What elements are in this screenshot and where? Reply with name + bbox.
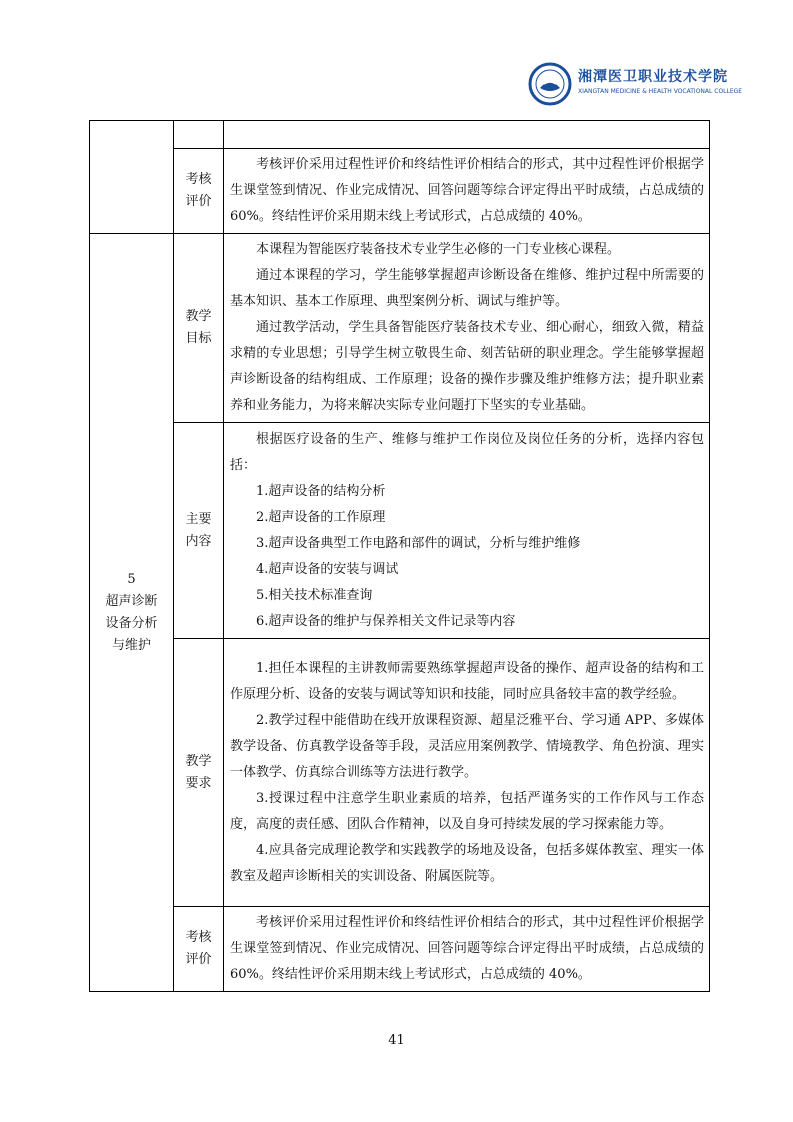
school-name-cn: 湘潭医卫职业技术学院	[578, 69, 728, 85]
course-number: 5	[127, 571, 136, 587]
list-item: 1.超声设备的结构分析	[256, 483, 386, 499]
prev-course-cell	[90, 121, 174, 234]
eval-label: 考核评价	[174, 907, 224, 992]
school-name-en: XIANGTAN MEDICINE & HEALTH VOCATIONAL COLLEGE	[578, 88, 743, 95]
page-number: 41	[388, 1033, 405, 1048]
list-item: 5.相关技术标准查询	[256, 587, 373, 603]
school-emblem-icon	[528, 62, 572, 106]
content-text: 根据医疗设备的生产、维修与维护工作岗位及岗位任务的分析，选择内容包括： 1.超声设备的结构分析 2.超声设备的工作原理 3.超声设备典型工作电路和部件的调试，分析与维护维修 4.超声设备的安装与调试 5.相关技术标准查询 6.超声设备的维护与保养相关文件记录等内容	[224, 423, 710, 639]
req-text: 1.担任本课程的主讲教师需要熟练掌握超声设备的操作、超声设备的结构和工作原理分析、设备的安装与调试等知识和技能，同时应具备较丰富的教学经验。 2.教学过程中能借助在线开放课程资源、超星泛雅平台、学习通 APP、多媒体教学设备、仿真教学设备等手段，灵活应用案例教学、情境教学、角色扮演、理实一体教学、仿真综合训练等方法进行教学。 3.授课过程中注意学生职业素质的培养，包括严谨务实的工作作风与工作态度，高度的责任感、团队合作精神，以及自身可持续发展的学习探索能力等。 4.应具备完成理论教学和实践教学的场地及设备，包括多媒体教室、理实一体教室及超声诊断相关的实训设备、附属医院等。	[224, 639, 710, 907]
course-table	[89, 120, 710, 992]
list-item: 4.超声设备的安装与调试	[256, 561, 399, 577]
goal-text: 本课程为智能医疗装备技术专业学生必修的一门专业核心课程。 通过本课程的学习，学生能够掌握超声诊断设备在维修、维护过程中所需要的基本知识、基本工作原理、典型案例分析、调试与维护等。 通过教学活动，学生具备智能医疗装备技术专业、细心耐心，细致入微，精益求精的专业思想；引导学生树立敬畏生命、刻苦钻研的职业理念。学生能够掌握超声诊断设备的结构组成、工作原理；设备的操作步骤及维护维修方法；提升职业素养和业务能力，为将来解决实际专业问题打下坚实的专业基础。	[224, 234, 710, 423]
eval-label-top: 考核评价	[174, 149, 224, 234]
empty-label-cell	[174, 121, 224, 149]
eval-text: 考核评价采用过程性评价和终结性评价相结合的形式，其中过程性评价根据学生课堂签到情况、作业完成情况、回答问题等综合评定得出平时成绩，占总成绩的 60%。终结性评价采用期末线上考试形式，占总成绩的 40%。	[224, 907, 710, 992]
list-item: 2.超声设备的工作原理	[256, 509, 386, 525]
list-item: 3.超声设备典型工作电路和部件的调试，分析与维护维修	[256, 535, 581, 551]
content-label: 主要内容	[174, 423, 224, 639]
course-name: 超声诊断设备分析与维护	[105, 593, 158, 653]
goal-label: 教学目标	[174, 234, 224, 423]
course-cell	[90, 234, 174, 992]
eval-text-top: 考核评价采用过程性评价和终结性评价相结合的形式，其中过程性评价根据学生课堂签到情况、作业完成情况、回答问题等综合评定得出平时成绩，占总成绩的 60%。终结性评价采用期末线上考试形式，占总成绩的 40%。	[224, 149, 710, 234]
list-item: 6.超声设备的维护与保养相关文件记录等内容	[256, 613, 516, 629]
school-logo	[528, 62, 743, 112]
empty-content-cell	[224, 121, 710, 149]
req-label: 教学要求	[174, 639, 224, 907]
